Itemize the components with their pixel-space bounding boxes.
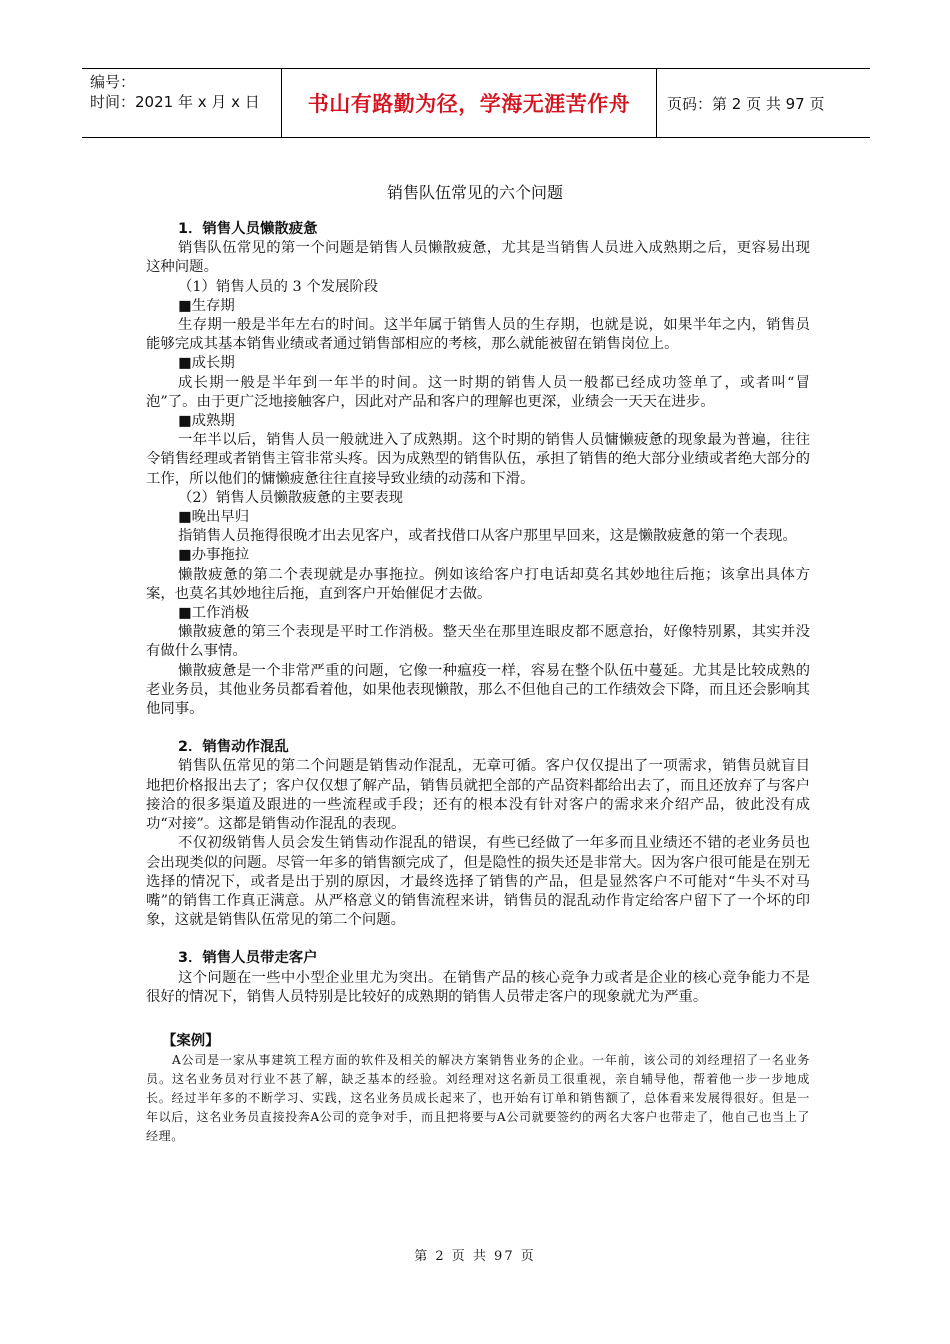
section-heading: 2．销售动作混乱 (178, 739, 289, 756)
case-paragraph: A公司是一家从事建筑工程方面的软件及相关的解决方案销售业务的企业。一年前，该公司的刘经理招了一名业务员。这名业务员对行业不甚了解，缺乏基本的经验。刘经理对这名新员工很重视，亲自辅导他，帮着他一步一步地成长。经过半年多的不断学习、实践，这名业务员成长起来了，也开始有订单和销售额了，总体看来发展得很好。但是一年以后，这名业务员直接投奔A公司的竞争对手，而且把将要与A公司就要签约的两名大客户也带走了，他自己也当上了经理。 (146, 1053, 810, 1144)
paragraph: 不仅初级销售人员会发生销售动作混乱的错误，有些已经做了一年多而且业绩还不错的老业务员也会出现类似的问题。尽管一年多的销售额完成了，但是隐性的损失还是非常大。因为客户很可能是在别无选择的情况下，或者是出于别的原因，才最终选择了销售的产品，但是显然客户不可能对“牛头不对马嘴”的销售工作真正满意。从严格意义的销售流程来讲，销售员的混乱动作肯定给客户留下了一个坏的印象，这就是销售队伍常见的第二个问题。 (146, 835, 810, 929)
header-page-info: 页码：第 2 页 共 97 页 (667, 94, 825, 113)
document-body (146, 220, 810, 1146)
section-heading: 1．销售人员懒散疲惫 (178, 221, 318, 237)
subheading: （1）销售人员的 3 个发展阶段 (178, 278, 379, 295)
paragraph: 懒散疲惫的第二个表现就是办事拖拉。例如该给客户打电话却莫名其妙地往后拖；该拿出具体方案，也莫名其妙地往后拖，直到客户开始催促才去做。 (146, 566, 810, 602)
subheading: （2）销售人员懒散疲惫的主要表现 (178, 489, 404, 506)
case-heading: 【案例】 (162, 1032, 220, 1049)
paragraph: 指销售人员拖得很晚才出去见客户，或者找借口从客户那里早回来，这是懒散疲惫的第一个表现。 (178, 528, 797, 545)
paragraph: 一年半以后，销售人员一般就进入了成熟期。这个时期的销售人员慵懒疲惫的现象最为普遍，往往令销售经理或者销售主管非常头疼。因为成熟型的销售队伍，承担了销售的绝大部分业绩或者绝大部分的工作，所以他们的慵懒疲惫往往直接导致业绩的动荡和下滑。 (146, 432, 810, 487)
page-footer: 第 2 页 共 97 页 (414, 1249, 536, 1264)
paragraph: 懒散疲惫是一个非常严重的问题，它像一种瘟疫一样，容易在整个队伍中蔓延。尤其是比较成熟的老业务员，其他业务员都看着他，如果他表现懒散，那么不但他自己的工作绩效会下降，而且还会影响其他同事。 (146, 662, 810, 718)
bullet-heading: ■成熟期 (178, 413, 235, 430)
paragraph: 懒散疲惫的第三个表现是平时工作消极。整天坐在那里连眼皮都不愿意抬，好像特别累，其实并没有做什么事情。 (146, 624, 810, 660)
time-label: 时间：2021 年 x 月 x 日 (90, 93, 260, 111)
header-table (82, 68, 870, 138)
bullet-heading: ■办事拖拉 (178, 547, 250, 564)
bullet-heading: ■工作消极 (178, 605, 250, 622)
number-label: 编号： (90, 73, 136, 91)
bullet-heading: ■成长期 (178, 355, 235, 372)
paragraph: 销售队伍常见的第二个问题是销售动作混乱，无章可循。客户仅仅提出了一项需求，销售员就盲目地把价格报出去了；客户仅仅想了解产品，销售员就把全部的产品资料都给出去了，而且还放弃了与客户接洽的很多渠道及跟进的一些流程或手段；还有的根本没有针对客户的需求来介绍产品，彼此没有成功“对接”。这都是销售动作混乱的表现。 (146, 758, 810, 833)
page-title: 销售队伍常见的六个问题 (386, 183, 563, 202)
header-meta (82, 69, 282, 137)
paragraph: 销售队伍常见的第一个问题是销售人员懒散疲惫，尤其是当销售人员进入成熟期之后，更容易出现这种问题。 (146, 240, 810, 276)
paragraph: 这个问题在一些中小型企业里尤为突出。在销售产品的核心竞争力或者是企业的核心竞争能力不是很好的情况下，销售人员特别是比较好的成熟期的销售人员带走客户的现象就尤为严重。 (146, 969, 810, 1005)
section-heading: 3．销售人员带走客户 (178, 950, 318, 967)
bullet-heading: ■生存期 (178, 297, 235, 314)
paragraph: 成长期一般是半年到一年半的时间。这一时期的销售人员一般都已经成功签单了，或者叫“冒泡”了。由于更广泛地接触客户，因此对产品和客户的理解也更深，业绩会一天天在进步。 (146, 374, 810, 410)
bullet-heading: ■晚出早归 (178, 509, 250, 526)
paragraph: 生存期一般是半年左右的时间。这半年属于销售人员的生存期，也就是说，如果半年之内，销售员能够完成其基本销售业绩或者通过销售部相应的考核，那么就能被留在销售岗位上。 (146, 317, 810, 353)
header-motto: 书山有路勤为径，学海无涯苦作舟 (282, 69, 657, 137)
